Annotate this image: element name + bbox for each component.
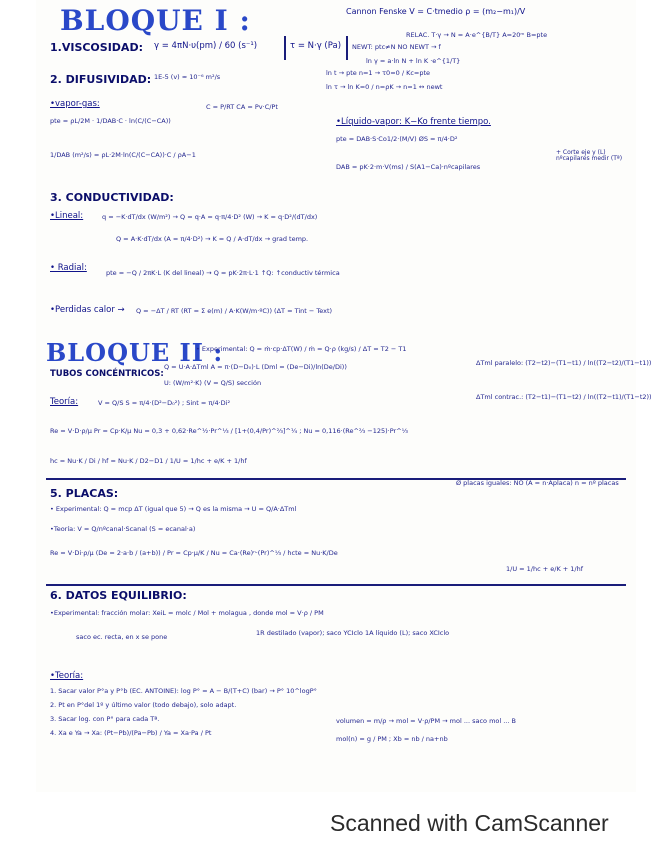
liquid-vapor-formula-1: pte = DAB·S·Co1/2·(M/V) ØS = π/4·D² — [336, 135, 458, 143]
scanner-watermark: Scanned with CamScanner — [330, 810, 609, 836]
section2-title: 2. DIFUSIVIDAD: — [50, 73, 152, 86]
fit-note-1: ln t → pte n=1 → τ0=0 / Kc=pte — [326, 69, 431, 77]
vapor-gas-heading: •vapor-gas: — [50, 99, 100, 109]
diffusivity-range: 1E-5 (v) ≈ 10⁻⁶ m²/s — [154, 73, 221, 81]
experimental-line: • Experimental: Q = ṁ·cp·ΔT(W) / ṁ = Q·ρ (kg/s) / ΔT = T2 − T1 — [196, 345, 407, 353]
heat-coefficient-formula: hc = Nu·K / Di / hf = Nu·K / D2−D1 / 1/U = 1/hc + e/K + 1/hf — [50, 457, 247, 465]
liquid-vapor-heading: •Líquido-vapor: K−Ko frente tiempo. — [336, 117, 491, 127]
section6-title: 6. DATOS EQUILIBRIO: — [50, 589, 187, 602]
section1-title: 1.VISCOSIDAD: — [50, 41, 143, 54]
radial-heading: • Radial: — [50, 263, 87, 273]
log-relation: ln γ = a·ln N + ln K ·e^{1/T} — [366, 57, 461, 65]
concentric-formula-1: Q = U·A·ΔTml A = π·(D−D₀)·L (Dml = (De−Di)/ln(De/Di)) — [164, 363, 347, 371]
newtonian-note: NEWT: ptc≠N NO NEWT → f — [352, 43, 441, 51]
theory-formula: V = Q/S S = π/4·(D²−D₀²) ; Sint = π/4·Di² — [98, 399, 231, 407]
fit-note-2: ln τ → ln K=0 / n=ρK → n=1 ↔ newt — [326, 83, 443, 91]
plates-note: Ø placas iguales: NO (A = n·Aplaca) n = nº placas — [456, 479, 619, 487]
theory-step-2: 2. Pt en P°del 1º y último valor (todo debajo), solo adapt. — [50, 701, 237, 709]
radial-formula: pte = −Q / 2πK·L (K del lineal) → Q = pK·2π·L·1 ↑Q: ↑conductiv térmica — [106, 269, 340, 277]
relac-note: RELAC. T·γ → N = A·e^{B/T} A=20ᵐ B=pte — [406, 31, 548, 39]
section3-title: 3. CONDUCTIVIDAD: — [50, 191, 174, 204]
equilibrium-flow: saco ec. recta, en x se pone — [76, 633, 168, 641]
stress-formula: τ = N·γ (Pa) — [290, 41, 342, 51]
theory-step-4: 4. Xa e Ya → Xa: (Pt−Pb)/(Pa−Pb) / Ya = Xa·Pa / Pt — [50, 729, 212, 737]
concentric-formula-2: U: (W/m²·K) (V = Q/S) sección — [164, 379, 262, 387]
theory-heading: Teoría: — [50, 397, 79, 407]
vapor-gas-formula-2: C = P/RT CA = Pv·C/Pt — [206, 103, 278, 111]
section5-title: 5. PLACAS: — [50, 487, 119, 500]
equilibrium-theory-heading: •Teoría: — [50, 671, 84, 681]
heat-loss-heading: •Perdidas calor → — [50, 305, 125, 315]
viscosity-formula: γ = 4πN·υ(pm) / 60 (s⁻¹) — [154, 41, 258, 51]
linear-formula-1: q = −K·dT/dx (W/m²) → Q = q·A = q·π/4·D² (W) → K = q·D²/(dT/dx) — [102, 213, 318, 221]
liquid-vapor-formula-2: DAB = pK·2·m·V(ms) / S(A1−Ca)·nºcapilares — [336, 163, 481, 171]
theory-step-3: 3. Sacar log. con P° para cada Tª. — [50, 715, 160, 723]
scanned-notes-page — [36, 0, 652, 792]
vapor-gas-formula-1: pte = ρL/2M · 1/DAB·C · ln(C/(C−CA)) — [50, 117, 171, 125]
divider — [346, 36, 348, 60]
divider — [284, 36, 286, 60]
lmtd-counter: ΔTml contrac.: (T2−t1)−(T1−t2) / ln((T2−t1)/(T1−t2)) — [476, 393, 652, 401]
heat-loss-formula: Q = −ΔT / RT (RT = Σ e(m) / A·K(W/m·ºC)) (ΔT = Tint − Text) — [136, 307, 333, 315]
mole-fraction-note: mol(n) = g / PM ; Xb = nb / na+nb — [336, 735, 448, 743]
plates-theory: •Teoría: V = Q/nºcanal·Scanal (S = ecanal·a) — [50, 525, 196, 533]
block1-title: BLOQUE I : — [60, 4, 251, 37]
liquid-vapor-note: + Corte eje y (L) nºcapilares medir (Tª) — [556, 149, 623, 163]
vapor-gas-formula-3: 1/DAB (m²/s) = ρL·2M·ln(C/(C−CA))·C / ρA−1 — [50, 151, 196, 159]
plates-reynolds: Re = V·Di·ρ/μ (De = 2·a·b / (a+b)) / Pr = Cp·μ/K / Nu = Ca·(Re)ⁿ·(Pr)^⅓ / hcte = Nu·K/De — [50, 549, 338, 557]
linear-formula-2: Q = A·K·dT/dx (A = π/4·D²) → K = Q / A·dT/dx → grad temp. — [116, 235, 309, 243]
linear-heading: •Lineal: — [50, 211, 84, 221]
plates-experimental: • Experimental: Q = mcp ΔT (igual que 5) → Q es la misma → U = Q/A·ΔTml — [50, 505, 297, 513]
equilibrium-pair: 1R destilado (vapor); saco YCIclo 1A líquido (L); saco XCIclo — [256, 629, 450, 637]
reynolds-formula: Re = V·D·ρ/μ Pr = Cp·K/μ Nu = 0,3 + 0,62·Re^½·Pr^⅓ / [1+(0,4/Pr)^⅔]^¼ ; Nu = 0,116·(Re^⅔ −125)·Pr^⅓ — [50, 427, 408, 435]
block2-title: BLOQUE II : — [46, 338, 224, 367]
top-right-note: Cannon Fenske V = C·tmedio ρ = (m₂−m₁)/V — [346, 7, 526, 16]
equilibrium-experimental: •Experimental: fracción molar: XeiL = molc / Mol + molagua , donde mol = V·ρ / PM — [50, 609, 324, 617]
plates-u-formula: 1/U = 1/hc + e/K + 1/hf — [506, 565, 584, 573]
lmtd-parallel: ΔTml paralelo: (T2−t2)−(T1−t1) / ln((T2−t2)/(T1−t1)) — [476, 359, 652, 367]
theory-step-1: 1. Sacar valor P°a y P°b (EC. ANTOINE): log P° = A − B/(T+C) (bar) → P° 10^logP° — [50, 687, 317, 695]
concentric-tubes-heading: TUBOS CONCÉNTRICOS: — [50, 369, 164, 379]
section-divider — [46, 584, 626, 586]
mole-volume-note: volumen = m/ρ → mol = V·ρ/PM → mol ... saco mol ... B — [336, 717, 516, 725]
